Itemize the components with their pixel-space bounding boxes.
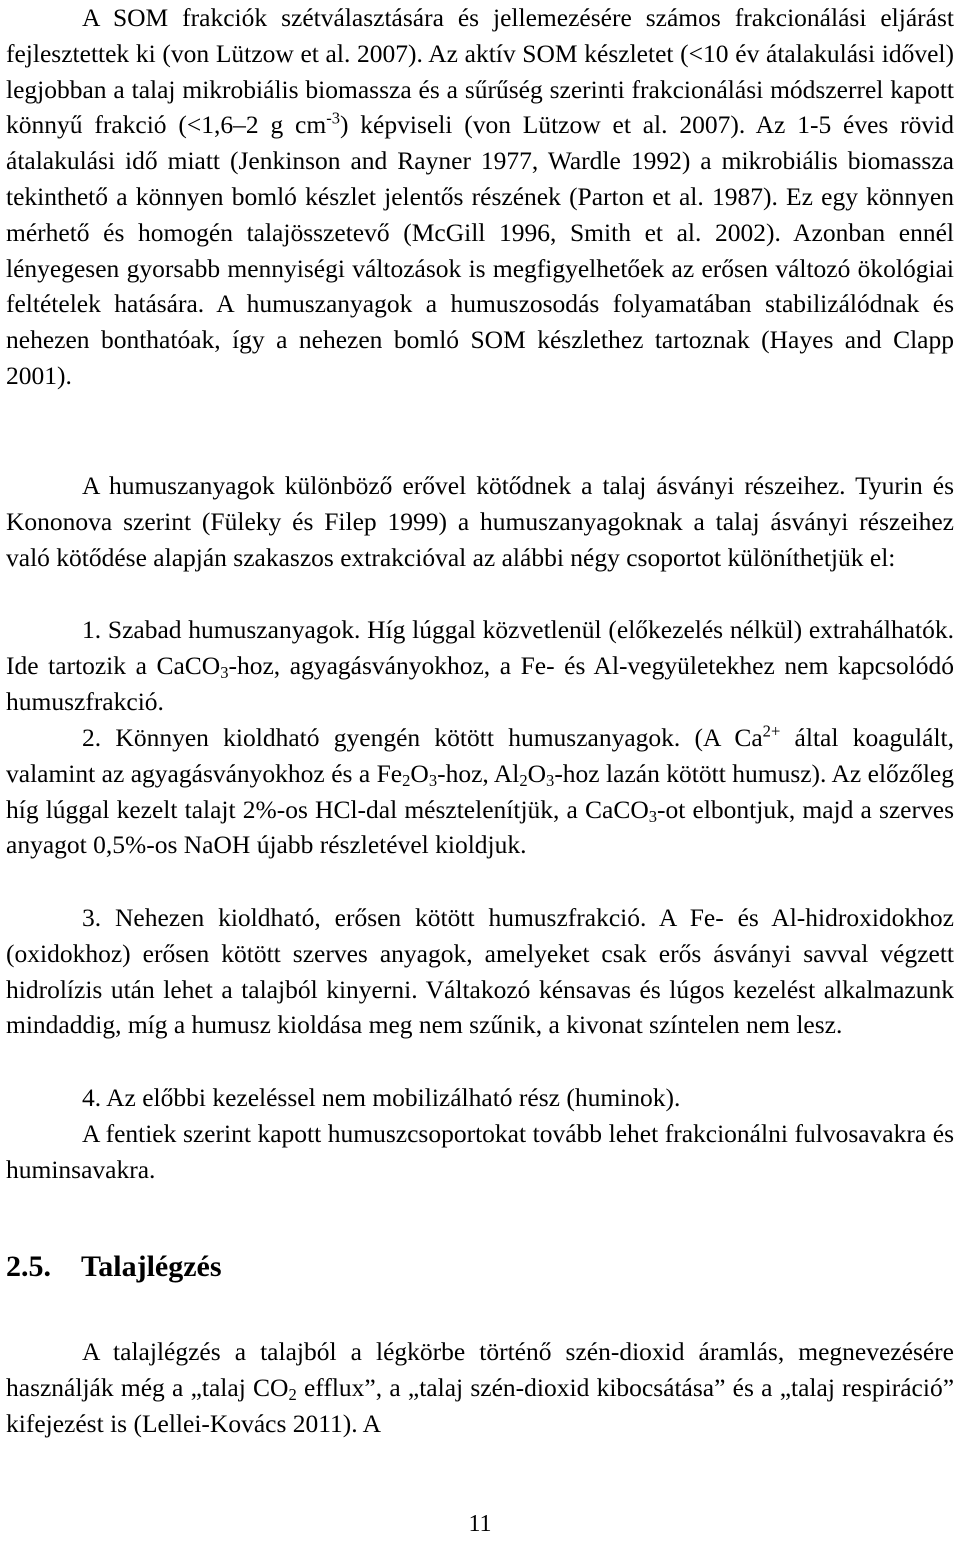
text-run: ) képviseli (von Lützow et al. 2007). Az 1-5 éves rövid átalakulási idő miatt (Jenkinson and Rayner 1977, Wardle 1992) a mikrobiális biomassza tekinthető a könnyen bomló készlet jelentős részének (Parton et al. 1987). Ez egy könnyen mérhető és homogén talajösszetevő (McGill 1996, Smith et al. 2002). Azonban ennél lényegesen gyorsabb mennyiségi változások is megfigyelhetőek az erősen változó ökológiai feltételek hatására. A humuszanyagok a humuszosodás folyamatában stabilizálódnak és nehezen bonthatóak, így a nehezen bomló SOM készlethez tartoznak (Hayes and Clapp 2001). [6,110,954,390]
text-run: efflux”, a „talaj szén-dioxid kibocsátása” és a „talaj respiráció” kifejezést is (Lellei-Kovács 2011). A [6,1372,955,1438]
subscript: 3 [428,770,438,790]
text-run: -ot elbontjuk, majd a szerves anyagot 0,5%-os NaOH újabb részletével kioldjuk. [6,794,954,860]
paragraph-humus-binding [6,468,954,575]
section-heading [6,1247,222,1287]
page-number: 11 [468,1511,492,1537]
text-run: 1. Szabad humuszanyagok. Híg lúggal közvetlenül (előkezelés nélkül) extrahálhatók. Ide tartozik a CaCO [6,615,954,680]
list-item-4 [6,1080,954,1116]
section-title: Talajlégzés [81,1250,222,1283]
subscript: 2 [402,770,411,790]
text-run: A talajlégzés a talajból a légkörbe történő szén-dioxid áramlás, megnevezésére használják még a „talaj CO [6,1337,954,1402]
paragraph-soil-respiration [6,1334,954,1441]
subscript: 2 [519,770,528,790]
list-item-1 [6,612,954,719]
text-run: 4. Az előbbi kezeléssel nem mobilizálható rész (huminok). [82,1083,681,1112]
paragraph-fractionation [6,1116,954,1188]
paragraph-som-fractions [6,0,954,394]
text-run: -hoz lazán kötött humusz). Az előzőleg híg lúggal kezelt talajt 2%-os HCl-dal mésztelenítjük, a CaCO [6,758,954,824]
text-run: -hoz, agyagásványokhoz, a Fe- és Al-vegyületekhez nem kapcsolódó humuszfrakció. [6,650,954,716]
section-number: 2.5. [6,1250,51,1283]
superscript: -3 [326,108,340,128]
text-run: -hoz, Al [437,758,520,788]
subscript: 2 [288,1384,297,1404]
text-run: O [527,758,547,788]
text-run: 3. Nehezen kioldható, erősen kötött humuszfrakció. A Fe- és Al-hidroxidokhoz (oxidokhoz) erősen kötött szerves anyagok, amelyeket csak erős ásványi savval végzett hidrolízis után lehet a talajból kinyerni. Váltakozó kénsavas és lúgos kezelést alkalmazunk mindaddig, míg a humusz kioldása meg nem szűnik, a kivonat színtelen nem lesz. [6,903,954,1040]
text-run: O [410,758,429,788]
subscript: 3 [220,662,229,682]
subscript: 3 [648,806,658,826]
list-item-3 [6,900,954,1043]
text-run: A humuszanyagok különböző erővel kötődnek a talaj ásványi részeihez. Tyurin és Kononova szerint (Füleky és Filep 1999) a humuszanyagoknak a talaj ásványi részeihez való kötődése alapján szakaszos extrakcióval az alábbi négy csoportot különíthetjük el: [6,471,954,572]
list-item-2 [6,720,954,863]
text-run: által koagulált, valamint az agyagásványokhoz és a Fe [6,723,954,788]
text-run: 2. Könnyen kioldható gyengén kötött humuszanyagok. (A Ca [82,723,763,752]
text-run: A fentiek szerint kapott humuszcsoportokat tovább lehet frakcionálni fulvosavakra és huminsavakra. [6,1119,954,1184]
text-run: A SOM frakciók szétválasztására és jellemezésére számos frakcionálási eljárást fejlesztettek ki (von Lützow et al. 2007). Az aktív SOM készletet (<10 év átalakulási idővel) legjobban a talaj mikrobiális biomassza és a sűrűség szerinti frakcionálási módszerrel kapott könnyű frakció (<1,6–2 g cm [6,3,954,140]
subscript: 3 [546,770,555,790]
superscript: 2+ [762,721,781,741]
